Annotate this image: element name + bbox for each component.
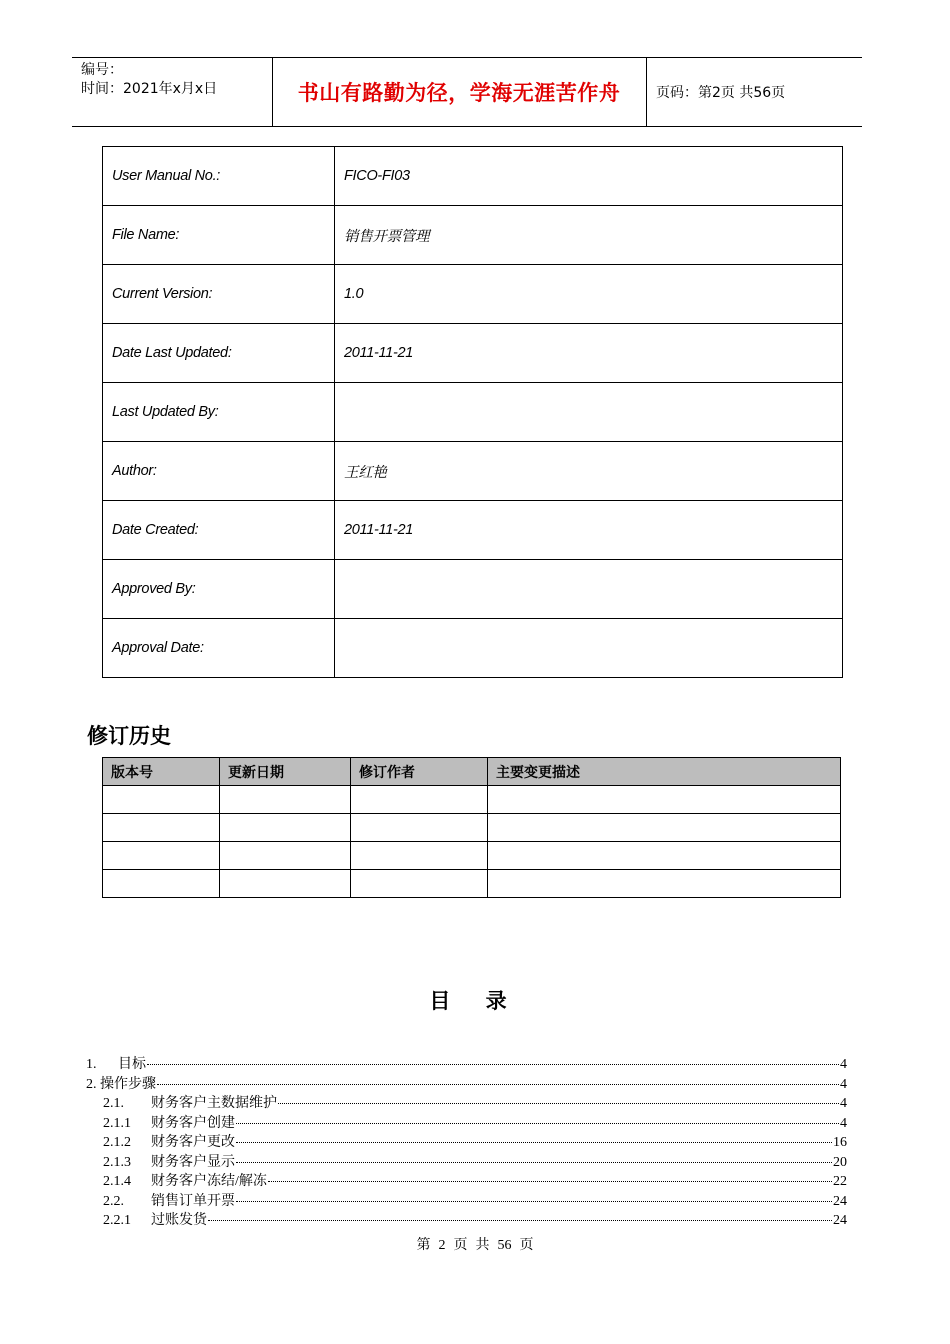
info-value (335, 619, 843, 678)
toc-text: 销售订单开票 (151, 1193, 235, 1209)
info-key: Approval Date: (103, 619, 335, 678)
toc-page: 20 (833, 1154, 847, 1170)
info-key: Last Updated By: (103, 383, 335, 442)
toc-number: 2.1. (103, 1096, 124, 1111)
toc-number: 1. (86, 1057, 97, 1072)
toc-number: 2.2.1 (103, 1213, 131, 1228)
footer-page-word: 页 (453, 1238, 468, 1253)
toc-number: 2.2. (103, 1193, 124, 1209)
toc-text: 财务客户主数据维护 (151, 1096, 277, 1111)
info-row (103, 619, 843, 678)
document-info-table (102, 146, 843, 678)
toc-entry[interactable] (86, 1131, 847, 1151)
footer-prefix: 第 (416, 1238, 431, 1253)
header-left (72, 58, 273, 126)
info-value: 销售开票管理 (335, 206, 843, 265)
motto-text: 书山有路勤为径，学海无涯苦作舟 (297, 81, 621, 105)
toc-page: 24 (833, 1193, 847, 1209)
toc-entry[interactable] (86, 1092, 847, 1112)
toc-page: 4 (840, 1096, 847, 1111)
table-row (103, 814, 841, 842)
header-center (272, 58, 647, 126)
page-info: 页码：第2页 共56页 (656, 85, 786, 101)
footer-page-word-2: 页 (519, 1238, 534, 1253)
toc-leader-dots (236, 1201, 832, 1202)
toc-entry[interactable] (86, 1190, 847, 1210)
toc-leader-dots (157, 1084, 839, 1085)
info-row (103, 560, 843, 619)
toc-leader-dots (236, 1162, 832, 1163)
header-date: 更新日期 (220, 758, 351, 786)
toc-page: 4 (840, 1057, 847, 1072)
toc-text: 过账发货 (151, 1213, 207, 1228)
info-key: Author: (103, 442, 335, 501)
header-description: 主要变更描述 (488, 758, 841, 786)
toc-entry[interactable] (86, 1112, 847, 1132)
toc-entry[interactable] (86, 1073, 847, 1093)
toc-text: 财务客户显示 (151, 1154, 235, 1170)
toc-text: 目标 (118, 1057, 146, 1072)
toc-entry[interactable] (86, 1209, 847, 1229)
page-footer (0, 1234, 950, 1254)
toc-text: 财务客户冻结/解冻 (151, 1174, 267, 1189)
table-row (103, 842, 841, 870)
toc-text: 2. 操作步骤 (86, 1076, 156, 1092)
toc-leader-dots (236, 1123, 839, 1124)
toc-page: 24 (833, 1213, 847, 1228)
info-value: 2011-11-21 (335, 324, 843, 383)
header-author: 修订作者 (351, 758, 488, 786)
toc-leader-dots (147, 1064, 839, 1065)
toc-number: 2.1.2 (103, 1135, 131, 1150)
table-row (103, 870, 841, 898)
info-key: Current Version: (103, 265, 335, 324)
revision-header-row (103, 758, 841, 786)
revision-history-title: 修订历史 (87, 724, 171, 748)
table-row (103, 786, 841, 814)
toc-text: 财务客户更改 (151, 1135, 235, 1150)
toc-page: 22 (833, 1174, 847, 1189)
toc-page: 16 (833, 1135, 847, 1150)
footer-current-page: 2 (438, 1238, 446, 1253)
toc-page: 4 (840, 1076, 847, 1092)
page-header (72, 57, 862, 127)
toc-leader-dots (278, 1103, 839, 1104)
info-key: Approved By: (103, 560, 335, 619)
toc-number: 2.1.4 (103, 1174, 131, 1189)
info-row (103, 206, 843, 265)
toc-entry[interactable] (86, 1053, 847, 1073)
footer-total-prefix: 共 (475, 1238, 490, 1253)
time-label: 时间：2021年x月x日 (81, 81, 218, 97)
info-value: 1.0 (335, 265, 843, 324)
toc-text: 财务客户创建 (151, 1115, 235, 1131)
info-key: Date Last Updated: (103, 324, 335, 383)
toc-page: 4 (840, 1115, 847, 1131)
info-row (103, 265, 843, 324)
footer-total-pages: 56 (497, 1238, 512, 1253)
table-of-contents (86, 1053, 847, 1229)
info-row (103, 147, 843, 206)
header-version: 版本号 (103, 758, 220, 786)
info-value (335, 383, 843, 442)
toc-number: 2.1.1 (103, 1115, 131, 1131)
info-key: User Manual No.: (103, 147, 335, 206)
info-key: Date Created: (103, 501, 335, 560)
info-row (103, 383, 843, 442)
info-value (335, 560, 843, 619)
toc-leader-dots (208, 1220, 832, 1221)
revision-history-table (102, 757, 841, 898)
info-value: 王红艳 (335, 442, 843, 501)
toc-entry[interactable] (86, 1151, 847, 1171)
info-value: 2011-11-21 (335, 501, 843, 560)
toc-number: 2.1.3 (103, 1154, 131, 1170)
info-key: File Name: (103, 206, 335, 265)
info-row (103, 501, 843, 560)
header-right (646, 58, 862, 126)
toc-entry[interactable] (86, 1170, 847, 1190)
toc-leader-dots (236, 1142, 832, 1143)
info-row (103, 442, 843, 501)
info-value: FICO-FI03 (335, 147, 843, 206)
number-label: 编号： (81, 62, 123, 78)
toc-leader-dots (268, 1181, 832, 1182)
toc-title: 目 录 (429, 989, 521, 1013)
info-row (103, 324, 843, 383)
